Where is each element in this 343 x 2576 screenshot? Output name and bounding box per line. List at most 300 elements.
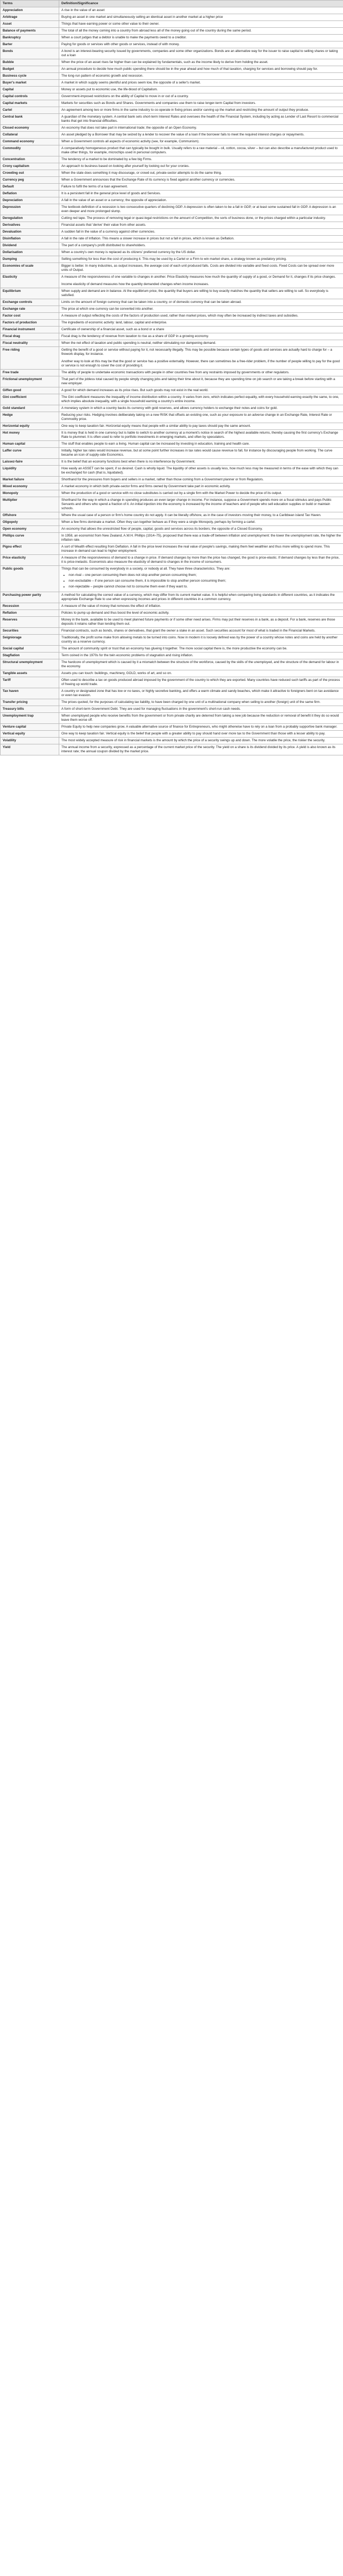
term-cell: Mixed economy [1, 483, 59, 490]
term-cell: Frictional unemployment [1, 376, 59, 387]
definition-cell [59, 713, 343, 724]
definition-paragraph: An agreement among two or more firms in the same industry to co-operate in fixing prices and/or carving up the market and restricting the amount of output they produce. [61, 108, 309, 112]
definition-cell [59, 376, 343, 387]
table-row [1, 430, 343, 441]
definition-paragraph: When a country's own money is replaced as its citizens' preferred currency by the US dollar. [61, 250, 196, 254]
definition-cell [59, 274, 343, 288]
term-cell: Oligopoly [1, 519, 59, 526]
table-row [1, 66, 343, 73]
term-cell: Horizontal equity [1, 423, 59, 430]
definition-paragraph: Markets for securities such as Bonds and Shares. Governments and companies use them to raise longer-term Capital from investors. [61, 101, 256, 105]
definition-paragraph: Buying an asset in one market and simultaneously selling an identical asset in another market at a higher price [61, 15, 223, 19]
definition-paragraph: Where the usual case of a person or firm's home country do not apply. It can be literally offshore, as in the case of investors moving their money, to a Caribbean island Tax Haven. [61, 513, 321, 517]
table-row [1, 646, 343, 653]
definition-cell [59, 306, 343, 313]
definition-paragraph: The ingredients of economic activity: land, labour, capital and enterprise. [61, 321, 167, 324]
table-row [1, 724, 343, 731]
table-row [1, 145, 343, 156]
term-cell: Default [1, 184, 59, 191]
table-row [1, 744, 343, 755]
definition-paragraph: When a Government controls all aspects of economic activity (see, for example, Communism). [61, 140, 200, 143]
list-item: • non-rival – one person consuming them does not stop another person consuming them; [69, 573, 341, 577]
definition-cell [59, 114, 343, 125]
definition-paragraph: The part of a company's profit distributed to shareholders. [61, 244, 146, 247]
table-row [1, 635, 343, 646]
definition-column-header: Definition/Significance [59, 1, 343, 7]
term-cell: Giffen good [1, 387, 59, 394]
term-cell: Devaluation [1, 229, 59, 236]
table-row [1, 229, 343, 236]
definition-paragraph: When the production of a good or service with no close substitutes is carried out by a single firm with the Market Power to decide the price of its output. [61, 491, 282, 495]
term-cell: Transfer pricing [1, 699, 59, 706]
definition-cell [59, 197, 343, 204]
table-row [1, 263, 343, 274]
definition-cell [59, 724, 343, 731]
term-cell: Tax haven [1, 688, 59, 699]
term-cell: Factor cost [1, 313, 59, 320]
definition-paragraph: Reducing your risks. Hedging involves deliberately taking on a new RISK that offsets an existing one, such as your exposure to an adverse change in an Exchange Rate, Interest Rate or Commodity price. [61, 413, 332, 421]
table-row [1, 738, 343, 744]
definition-cell [59, 35, 343, 41]
definition-paragraph: It is a persistent fall in the general price level of goods and Services. [61, 192, 161, 195]
term-cell: Command economy [1, 139, 59, 145]
term-cell: Capital markets [1, 100, 59, 107]
table-row [1, 14, 343, 21]
term-cell: Central bank [1, 114, 59, 125]
definition-paragraph: The prices quoted, for the purposes of calculating tax liability, to have been charged by one unit of a multinational company when selling to another (foreign) unit of the same firm. [61, 700, 321, 704]
table-row [1, 7, 343, 14]
table-row [1, 80, 343, 87]
table-row [1, 177, 343, 184]
definition-paragraph: The annual income from a security, expressed as a percentage of the current market price of the security. The yield on a share is its dividend divided by its price. A yield is also known as its interest rate; the annual coupon divided by the market price. [61, 745, 336, 753]
table-row [1, 100, 343, 107]
definition-cell [59, 731, 343, 738]
table-row [1, 423, 343, 430]
list-item: • non-excludable – if one person can consume them, it is impossible to stop another person consuming them; [69, 579, 341, 583]
term-cell: Purchasing power parity [1, 592, 59, 603]
term-cell: Unemployment trap [1, 713, 59, 724]
term-cell: Human capital [1, 441, 59, 448]
definition-cell [59, 394, 343, 405]
definition-cell [59, 519, 343, 526]
definition-paragraph: When the price of an asset rises far higher than can be explained by fundamentals, such as the income likely to derive from holding the asset. [61, 60, 269, 64]
table-row [1, 35, 343, 41]
definition-cell [59, 659, 343, 670]
table-row [1, 617, 343, 628]
table-row [1, 125, 343, 132]
term-cell: Free trade [1, 370, 59, 376]
term-cell: Free riding [1, 347, 59, 370]
term-cell: Volatility [1, 738, 59, 744]
definition-paragraph: Getting the benefit of a good or service without paying for it, not necessarily illegally. This may be possible because certain types of goods and services are actually hard to charge for – a firework display, for instance. [61, 348, 333, 356]
term-cell: Fiscal drag [1, 333, 59, 340]
definition-cell [59, 215, 343, 222]
table-row [1, 706, 343, 713]
definition-cell [59, 526, 343, 533]
glossary-body [1, 7, 343, 755]
definition-paragraph: A sort of Wealth effect resulting from Deflation. A fall in the price level increases the real value of people's savings, making them feel wealthier and thus more willing to spend more. This increase in demand can lead to higher employment. [61, 545, 330, 553]
definition-paragraph: When unemployed people who receive benefits from the government or from private charity are deterred from taking a new job because the reduction or removal of benefit it they do so would leave them worse off. [61, 714, 339, 722]
term-cell: Laffer curve [1, 448, 59, 459]
definition-cell [59, 139, 343, 145]
definition-cell [59, 41, 343, 48]
term-cell: Liquidity [1, 466, 59, 477]
definition-cell [59, 670, 343, 677]
definition-cell [59, 603, 343, 610]
definition-cell [59, 313, 343, 320]
table-row [1, 249, 343, 256]
table-row [1, 477, 343, 483]
term-cell: Deflation [1, 191, 59, 197]
term-cell: Equilibrium [1, 288, 59, 299]
definition-paragraph: A market economy in which both private-sector firms and firms owned by Government take part in economic activity. [61, 485, 231, 488]
definition-paragraph: A measure of the responsiveness of demand to a change in price. If demand changes by more than the price has changed, the good is price-elastic. If demand changes by less than the price, it is price-inelastic. Economists also measure the elasticity of demand to changes in the income of consumers. [61, 556, 340, 564]
term-cell: Yield [1, 744, 59, 755]
table-row [1, 93, 343, 100]
definition-cell [59, 299, 343, 306]
definition-cell [59, 243, 343, 249]
definition-paragraph: The textbook definition of a recession is two consecutive quarters of declining GDP. A depression is often taken to be a fall in GDP, or at least some sustained fall in GDP. A depression is an even deeper and more prolonged slump. [61, 205, 336, 213]
definition-cell [59, 132, 343, 139]
definition-cell [59, 100, 343, 107]
term-cell: Crony capitalism [1, 163, 59, 170]
definition-cell [59, 405, 343, 412]
table-row [1, 699, 343, 706]
term-cell: Tangible assets [1, 670, 59, 677]
definition-paragraph: When the net effect of taxation and public spending is neutral, neither stimulating nor dampening demand. [61, 341, 216, 345]
term-cell: Barter [1, 41, 59, 48]
term-cell: Business cycle [1, 73, 59, 80]
term-cell: Market failure [1, 477, 59, 483]
definition-cell [59, 477, 343, 483]
definition-cell [59, 566, 343, 592]
term-cell: Dollarisation [1, 249, 59, 256]
term-cell: Financial instrument [1, 327, 59, 333]
definition-paragraph: A country or designated zone that has low or no taxes, or highly secretive banking, and offers a warm climate and sandy beaches, which make it attractive to foreigners bent on tax avoidance or even tax evasion. [61, 689, 339, 697]
table-row [1, 592, 343, 603]
definition-paragraph: An annual procedure to decide how much public spending there should be in the year ahead and how much of that taxation, charging for services and borrowing should pay for. [61, 67, 318, 71]
definition-cell [59, 320, 343, 327]
definition-paragraph: A rise in the value of an asset [61, 8, 105, 12]
term-cell: Balance of payments [1, 28, 59, 35]
term-cell: Bonds [1, 48, 59, 59]
definition-cell [59, 370, 343, 376]
definition-cell [59, 347, 343, 370]
definition-paragraph: Assets you can touch: buildings, machinery, GOLD, works of art, and so on. [61, 671, 172, 675]
table-row [1, 87, 343, 93]
term-cell: Bankruptcy [1, 35, 59, 41]
definition-paragraph: When a few firms dominate a market. Often they can together behave as if they were a single Monopoly, perhaps by forming a cartel. [61, 520, 256, 524]
definition-cell [59, 628, 343, 635]
table-row [1, 412, 343, 423]
definition-cell [59, 430, 343, 441]
definition-paragraph: A market in which supply seems plentiful and prices seem low, the opposite of a seller's market. [61, 81, 201, 85]
definition-cell [59, 66, 343, 73]
term-cell: Appreciation [1, 7, 59, 14]
list-item: • non-rejectable – people cannot choose not to consume them even if they want to. [69, 585, 341, 589]
term-cell: Collateral [1, 132, 59, 139]
term-cell: Structural unemployment [1, 659, 59, 670]
terms-column-header: Terms [1, 1, 59, 7]
definition-paragraph: Selling something for less than the cost of producing it. This may be used by a Cartel or a Firm to win market share, a strategy known as predatory pricing. [61, 257, 287, 261]
term-cell: Vertical equity [1, 731, 59, 738]
definition-paragraph: One way to keep taxation fair. Vertical equity is the belief that people with a greater ability to pay should hand over more tax to the Government than those with a lesser ability to pay. [61, 732, 326, 735]
definition-cell [59, 490, 343, 497]
table-row [1, 333, 343, 340]
table-row [1, 299, 343, 306]
definition-paragraph: A comparatively homogeneous product that can typically be bought in bulk. Usually refers to a raw material – oil, cotton, cocoa, silver – but can also describe a manufactured product used to make other things, for example, microchips used in personal computers. [61, 146, 338, 154]
term-cell: Closed economy [1, 125, 59, 132]
definition-cell [59, 459, 343, 466]
definition-cell [59, 512, 343, 519]
term-cell: Offshore [1, 512, 59, 519]
definition-cell [59, 448, 343, 459]
definition-paragraph: The amount of community spirit or trust that an economy has glueing it together. The more social capital there is, the more productive the economy can be. [61, 647, 287, 650]
table-row [1, 370, 343, 376]
term-cell: Price elasticity [1, 555, 59, 566]
definition-paragraph: Things that have earning power or some other value to their owner. [61, 22, 159, 26]
definition-cell [59, 87, 343, 93]
table-row [1, 490, 343, 497]
table-row [1, 459, 343, 466]
definition-paragraph: The total of all the money coming into a country from abroad less all of the money going out of the country during the same period. [61, 29, 252, 33]
definition-cell [59, 184, 343, 191]
definition-paragraph: The hardcore of unemployment which is caused by it a mismatch between the structure of the workforce, caused by the skills of the unemployed, and the structure of the demand for labour in the economy. [61, 660, 339, 668]
definition-cell [59, 256, 343, 263]
definition-paragraph: Income elasticity of demand measures how the quantity demanded changes when income increases. [61, 282, 209, 286]
term-cell: Asset [1, 21, 59, 28]
table-row [1, 466, 343, 477]
definition-cell [59, 544, 343, 555]
table-row [1, 139, 343, 145]
term-cell: Multiplier [1, 497, 59, 512]
definition-cell [59, 59, 343, 66]
definition-cell [59, 497, 343, 512]
definition-cell [59, 483, 343, 490]
table-row [1, 610, 343, 617]
definition-paragraph: The ability of people to undertake economic transactions with people in other countries free from any restraints imposed by governments or other regulators. [61, 371, 290, 374]
table-row [1, 243, 343, 249]
table-row [1, 163, 343, 170]
definition-paragraph: Fiscal drag is the tendency of revenue from taxation to rise as a share of GDP in a growing economy. [61, 334, 209, 338]
term-cell: Recession [1, 603, 59, 610]
definition-cell [59, 533, 343, 544]
table-row [1, 387, 343, 394]
table-row [1, 114, 343, 125]
definition-cell [59, 412, 343, 423]
definition-paragraph: A fall in the rate of Inflation. This means a slower increase in prices but not a fall in prices, which is known as Deflation. [61, 237, 234, 240]
definition-paragraph: Government-imposed restrictions on the ability of Capital to move in or out of a country. [61, 94, 189, 98]
table-row [1, 215, 343, 222]
term-cell: Elasticity [1, 274, 59, 288]
definition-paragraph: Private Equity to help new companies grow. A valuable alternative source of finance for Entrepreneurs, who might otherwise have to rely on a loan from a probably supportive bank manager. [61, 725, 338, 729]
table-row [1, 519, 343, 526]
definition-paragraph: A bond is an interest-bearing security issued by governments, companies and some other organizations. Bonds are an alternative way for the issuer to raise capital to selling shares or taking out a loan [61, 49, 338, 57]
term-cell: Exchange rate [1, 306, 59, 313]
definition-paragraph: Often used to describe a tax on goods produced abroad imposed by the government of the country to which they are exported. Many countries have reduced such tariffs as part of the process of freeing up world trade. [61, 678, 340, 686]
definition-paragraph: Failure to fulfil the terms of a loan agreement. [61, 185, 128, 188]
definition-cell [59, 699, 343, 706]
definition-cell [59, 163, 343, 170]
definition-cell [59, 387, 343, 394]
definition-cell [59, 688, 343, 699]
definition-cell [59, 48, 343, 59]
definition-cell [59, 93, 343, 100]
definition-cell [59, 145, 343, 156]
term-cell: Hot money [1, 430, 59, 441]
definition-cell [59, 107, 343, 114]
definition-paragraph: That part of the jobless total caused by people simply changing jobs and taking their time about it, because they are spending time on job search or are taking a break before starting with a new employer. [61, 377, 335, 385]
table-row [1, 222, 343, 229]
definition-paragraph: Money or assets put to economic use, the life-blood of Capitalism. [61, 88, 158, 91]
term-cell: Securities [1, 628, 59, 635]
table-row [1, 236, 343, 243]
definition-cell [59, 7, 343, 14]
table-row [1, 327, 343, 333]
term-cell: Tariff [1, 677, 59, 688]
definition-cell [59, 177, 343, 184]
term-cell: Hedge [1, 412, 59, 423]
definition-cell [59, 204, 343, 215]
term-cell: Crowding out [1, 170, 59, 177]
term-cell: Reflation [1, 610, 59, 617]
table-row [1, 21, 343, 28]
definition-paragraph: The stuff that enables people to earn a living. Human capital can be increased by investing in education, training and health care. [61, 442, 250, 446]
definition-paragraph: A measure of the value of money that removes the effect of inflation. [61, 604, 161, 608]
definition-cell [59, 222, 343, 229]
term-cell: Depression [1, 204, 59, 215]
definition-paragraph: In 1958, an economist from New Zealand, A.W.H. Phillips (1914–75), proposed that there was a trade-off between inflation and unemployment: the lower the unemployment rate, the higher the inflation rate. [61, 534, 341, 542]
definition-cell [59, 229, 343, 236]
definition-cell [59, 14, 343, 21]
definition-cell [59, 441, 343, 448]
term-cell: Exchange controls [1, 299, 59, 306]
table-row [1, 405, 343, 412]
definition-paragraph: A sudden fall in the value of a currency against other currencies. [61, 230, 155, 234]
definition-paragraph: The Gini coefficient measures the inequality of income distribution within a country. It varies from zero, which indicates perfect equality, with every household earning exactly the same, to one, which implies absolute inequality, with a single household earning a country's entire income. [61, 395, 339, 403]
table-row [1, 156, 343, 163]
definition-cell [59, 333, 343, 340]
term-cell: Dividend [1, 243, 59, 249]
term-cell: Stagflation [1, 653, 59, 659]
table-row [1, 73, 343, 80]
term-cell: Gini coefficient [1, 394, 59, 405]
definition-paragraph: The long-run pattern of economic growth and recession. [61, 74, 144, 78]
term-cell: Social capital [1, 646, 59, 653]
term-cell: Dumping [1, 256, 59, 263]
term-cell: Pigou effect [1, 544, 59, 555]
definition-cell [59, 706, 343, 713]
term-cell: Venture capital [1, 724, 59, 731]
definition-cell [59, 592, 343, 603]
table-row [1, 544, 343, 555]
table-row [1, 497, 343, 512]
term-cell: Depreciation [1, 197, 59, 204]
table-row [1, 28, 343, 35]
definition-cell [59, 191, 343, 197]
definition-paragraph: A measure of the responsiveness of one variable to changes in another. Price Elasticity measures how much the quantity of supply of a good, or Demand for it, changes if its price changes. [61, 275, 336, 279]
definition-cell [59, 340, 343, 347]
definition-cell [59, 73, 343, 80]
term-cell: Reserves [1, 617, 59, 628]
table-row [1, 448, 343, 459]
table-row [1, 713, 343, 724]
table-row [1, 394, 343, 405]
definition-paragraph: An asset pledged by a Borrower that may be seized by a lender to recover the value of a loan if the borrower fails to meet the required interest charges or repayments. [61, 133, 305, 136]
definition-cell [59, 21, 343, 28]
table-row [1, 566, 343, 592]
table-row [1, 313, 343, 320]
definition-paragraph: A measure of output reflecting the costs of the factors of production used, rather than market prices, which may often be increased by indirect taxes and subsidies. [61, 314, 298, 318]
term-cell: Capital controls [1, 93, 59, 100]
definition-paragraph: When a court judges that a debtor is unable to make the payments owed to a creditor. [61, 36, 187, 39]
term-cell: Buyer's market [1, 80, 59, 87]
definition-cell [59, 125, 343, 132]
definition-paragraph: Term coined in the 1970s for the twin economic problems of stagnation and rising inflation. [61, 654, 194, 657]
definition-paragraph: The most widely accepted measure of risk in financial markets is the amount by which the price of a security swings up and down. The more volatile the price, the riskier the security. [61, 739, 326, 742]
table-row [1, 41, 343, 48]
definition-cell [59, 263, 343, 274]
definition-paragraph: One way to keep taxation fair. Horizontal equity means that people with a similar ability to pay taxes should pay the same amount. [61, 424, 251, 428]
definition-paragraph: Financial assets that 'derive' their value from other assets. [61, 223, 146, 227]
definition-paragraph: An economy that allows the unrestricted flow of people, capital, goods and services across its borders; the opposite of a Closed Economy. [61, 527, 263, 531]
definition-paragraph: Certificate of ownership of a financial asset, such as a bond or a share [61, 328, 165, 331]
definition-cell [59, 617, 343, 628]
definition-paragraph: An approach to business based on looking after yourself by looking out for your cronies. [61, 164, 190, 168]
table-row [1, 688, 343, 699]
table-row [1, 483, 343, 490]
table-row [1, 59, 343, 66]
term-cell: Cartel [1, 107, 59, 114]
definition-paragraph: Initially, higher tax rates would increase revenue, but at some point further increases in tax rates would cause revenue to fall, for instance by discouraging people from working. The curve became an icon of supply-side Economics. [61, 449, 333, 457]
definition-cell [59, 466, 343, 477]
term-cell: Public goods [1, 566, 59, 592]
definition-cell [59, 610, 343, 617]
definition-cell [59, 555, 343, 566]
table-row [1, 376, 343, 387]
table-row [1, 659, 343, 670]
table-row [1, 204, 343, 215]
definition-paragraph: The price at which one currency can be converted into another. [61, 307, 154, 311]
definition-paragraph: An economy that does not take part in international trade; the opposite of an Open Economy. [61, 126, 197, 130]
definition-cell [59, 635, 343, 646]
table-row [1, 731, 343, 738]
table-row [1, 347, 343, 370]
table-row [1, 184, 343, 191]
table-row [1, 603, 343, 610]
definition-paragraph: Things that can be consumed by everybody in a society, or nobody at all. They have three characteristics. They are: [61, 567, 231, 571]
definition-cell [59, 156, 343, 163]
table-row [1, 107, 343, 114]
table-row [1, 132, 343, 139]
definition-paragraph: Shorthand for the pressures from buyers and sellers in a market, rather than those coming from a Government planner or from Regulators. [61, 478, 264, 481]
definition-paragraph: A method for calculating the correct value of a currency, which may differ from its current market value. It is helpful when comparing living standards in different countries, as it indicates the appropriate Exchange Rate to use when expressing incomes and prices in different countries in a common currency. [61, 593, 335, 601]
term-cell: Gold standard [1, 405, 59, 412]
definition-cell [59, 249, 343, 256]
definition-cell [59, 236, 343, 243]
definition-paragraph: Shorthand for the way in which a change in spending produces an even larger change in income. For instance, suppose a Government spends more on a fiscal stimulus and pays Public Servants and others who spend a fraction of it. An initial injection into the economy is increased by the income of teachers and of people who sell education supplies or build or maintain schools. [61, 498, 331, 510]
table-row [1, 340, 343, 347]
definition-paragraph: Limits on the amount of foreign currency that can be taken into a country, or of domestic currency that can be taken abroad. [61, 300, 242, 304]
term-cell: Derivatives [1, 222, 59, 229]
table-row [1, 320, 343, 327]
term-cell: Concentration [1, 156, 59, 163]
definition-paragraph: Traditionally, the profit some make from allowing metals to be turned into coins. Now in modern it is loosely defined was by the power of a country whose notes and coins are held by another country as a reserve currency. [61, 636, 338, 644]
definition-cell [59, 28, 343, 35]
definition-cell [59, 170, 343, 177]
definition-paragraph: A monetary system in which a country backs its currency with gold reserves, and allows currency holders to exchange their notes and coins for gold. [61, 406, 278, 410]
definition-paragraph: When supply and demand are in balance. At the equilibrium price, the quantity that buyers are willing to buy exactly matches the quantity that sellers are willing to sell. So everybody is satisfied. [61, 289, 328, 297]
